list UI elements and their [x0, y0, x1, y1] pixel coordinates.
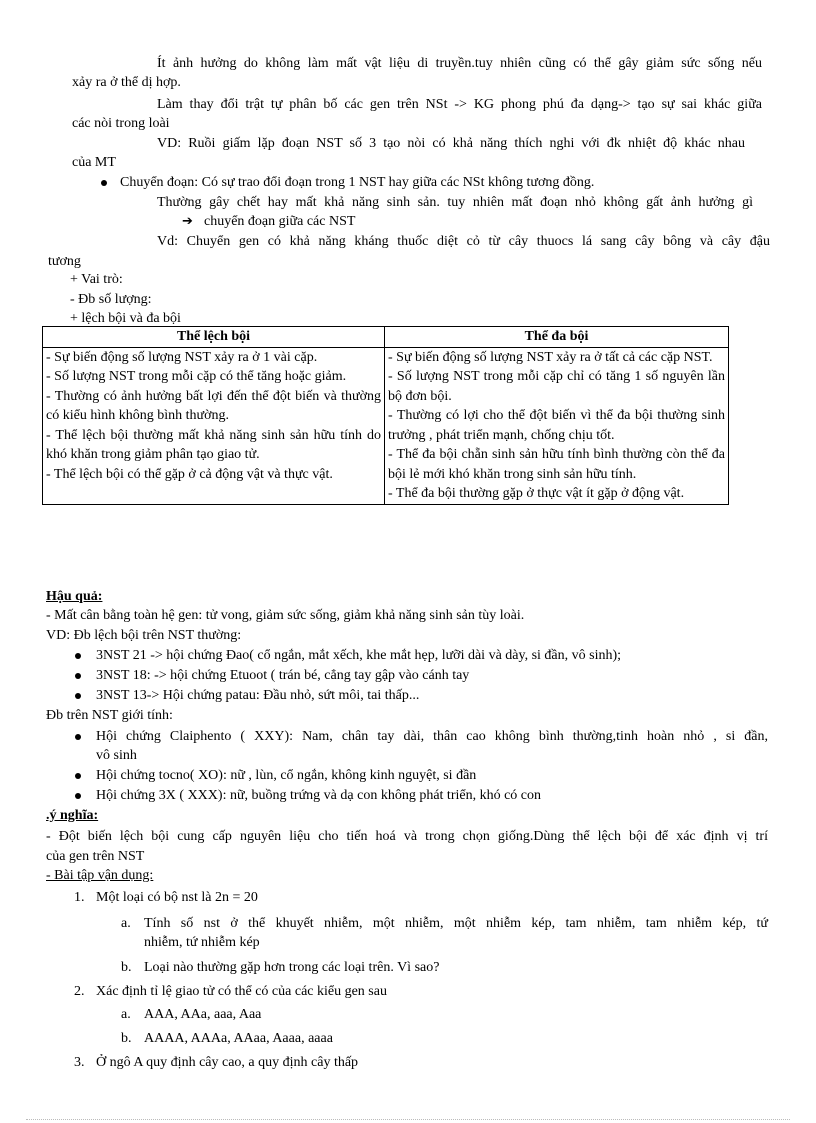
numerical-mutation-line: - Đb số lượng:	[70, 292, 152, 307]
intro-p5-line1: Vd: Chuyển gen có khả năng kháng thuốc diệt cỏ từ cây thuocs lá sang cây bông và cây đậu	[157, 234, 770, 249]
arrow-text: chuyển đoạn giữa các NST	[204, 214, 356, 229]
intro-p5-line2: tương	[48, 254, 81, 269]
q1-text: Một loại có bộ nst là 2n = 20	[96, 890, 258, 905]
table-row	[43, 347, 729, 504]
aneuploid-point: - Thể lệch bội có thể gặp ở cả động vật và thực vật.	[46, 466, 333, 482]
q2b-text: AAAA, AAAa, AAaa, Aaaa, aaaa	[144, 1031, 333, 1046]
autosomal-item: 3NST 18: -> hội chứng Etuoot ( trán bé, cẳng tay gập vào cánh tay	[96, 668, 470, 683]
sex-item-line1: Hội chứng Claiphento ( XXY): Nam, chân tay dài, thân cao không bình thường,tinh hoàn nhỏ , si đần,	[96, 729, 768, 744]
intro-p1-line1: Ít ảnh hưởng do không làm mất vật liệu di truyền.tuy nhiên cũng có thể gây giảm sức sống nếu	[157, 56, 762, 71]
q3-text: Ở ngô A quy định cây cao, a quy định cây thấp	[96, 1055, 359, 1070]
bullet-icon	[75, 653, 81, 659]
meaning-heading: .ý nghĩa:	[46, 808, 99, 823]
meaning-line1: - Đột biến lệch bội cung cấp nguyên liệu cho tiến hoá và trong chọn giống.Dùng thể lệch bội để xác định vị trí	[46, 829, 768, 844]
q1-number: 1.	[74, 890, 85, 905]
polyploid-point: - Số lượng NST trong mỗi cặp chỉ có tăng 1 số nguyên lần bộ đơn bội.	[388, 369, 725, 404]
aneuploid-point: - Thường có ảnh hưởng bất lợi đến thể đột biến và thường có kiểu hình không bình thường.	[46, 388, 381, 423]
bullet-icon	[75, 793, 81, 799]
q2a-label: a.	[121, 1007, 131, 1022]
polyploid-point: - Thường có lợi cho thể đột biến vì thể đa bội thường sinh trưởng , phát triển mạnh, chống chịu tốt.	[388, 408, 725, 443]
role-line: + Vai trò:	[70, 272, 123, 287]
aneuploid-point: - Số lượng NST trong mỗi cặp có thể tăng hoặc giảm.	[46, 369, 347, 384]
exercises-heading: - Bài tập vận dụng:	[46, 868, 154, 883]
autosomal-item: 3NST 21 -> hội chứng Đao( cổ ngắn, mắt xếch, khe mắt hẹp, lưỡi dài và dày, si đần, vô sinh);	[96, 648, 622, 663]
q2-text: Xác định tỉ lệ giao tử có thể có của các kiểu gen sau	[96, 984, 387, 999]
intro-p3-line1: VD: Ruồi giấm lặp đoạn NST số 3 tạo nòi có khả năng thích nghi với đk nhiệt độ khác nhau	[157, 136, 745, 151]
q2b-label: b.	[121, 1031, 132, 1046]
autosomal-item: 3NST 13-> Hội chứng patau: Đầu nhỏ, sứt môi, tai thấp...	[96, 688, 420, 703]
intro-p2-line1: Làm thay đổi trật tự phân bố các gen trên NSt -> KG phong phú đa dạng-> tạo sự sai khác giữa	[157, 97, 762, 112]
q1a-label: a.	[121, 916, 131, 931]
meaning-line2: của gen trên NST	[46, 849, 145, 864]
intro-p1-line2: xảy ra ở thể dị hợp.	[72, 75, 181, 90]
translocation-bullet: Chuyển đoạn: Có sự trao đổi đoạn trong 1 NST hay giữa các NSt không tương đồng.	[120, 175, 595, 190]
q1b-label: b.	[121, 960, 132, 975]
bullet-icon	[75, 773, 81, 779]
sex-chromosome-line: Đb trên NST giới tính:	[46, 708, 173, 723]
q2-number: 2.	[74, 984, 85, 999]
sex-item-line2: vô sinh	[96, 748, 137, 763]
arrow-right-icon: ➔	[182, 214, 193, 229]
col-header-aneuploid: Thể lệch bội	[43, 327, 385, 348]
intro-p4: Thường gây chết hay mất khả năng sinh sản. tuy nhiên mất đoạn nhỏ không gất ảnh hưởng gì	[157, 195, 753, 210]
aneuploid-point: - Sự biến động số lượng NST xảy ra ở 1 vài cặp.	[46, 349, 318, 365]
consequences-heading: Hậu quả:	[46, 589, 103, 604]
polyploid-point: - Sự biến động số lượng NST xảy ra ở tất cả các cặp NST.	[388, 349, 713, 365]
q1a-line1: Tính số nst ở thể khuyết nhiễm, một nhiễm, một nhiễm kép, tam nhiễm, tam nhiễm kép, tứ	[144, 916, 768, 931]
polyploid-point: - Thể đa bội thường gặp ở thực vật ít gặp ở động vật.	[388, 486, 685, 501]
intro-p3-line2: của MT	[72, 155, 116, 170]
q2a-text: AAA, AAa, aaa, Aaa	[144, 1007, 262, 1022]
bullet-icon	[75, 693, 81, 699]
aneuploid-cell	[43, 347, 385, 504]
aneuploid-point: - Thể lệch bội thường mất khả năng sinh sản hữu tính do khó khăn trong giảm phân tạo giao tử.	[46, 427, 381, 462]
bullet-icon	[75, 734, 81, 740]
polyploid-cell	[385, 347, 729, 504]
table-header-row	[43, 327, 729, 348]
q1a-line2: nhiễm, tứ nhiễm kép	[144, 935, 260, 950]
polyploid-point: - Thể đa bội chẵn sinh sản hữu tính bình thường còn thể đa bội lẻ mới khó khăn trong sinh sản hữu tính.	[388, 447, 725, 482]
comparison-table	[42, 326, 729, 505]
q3-number: 3.	[74, 1055, 85, 1070]
bullet-icon	[75, 673, 81, 679]
consequences-line: - Mất cân bằng toàn hệ gen: tử vong, giảm sức sống, giảm khả năng sinh sản tùy loài.	[46, 608, 525, 623]
bullet-icon	[101, 180, 107, 186]
sex-item: Hội chứng 3X ( XXX): nữ, buồng trứng và dạ con không phát triển, khó có con	[96, 788, 542, 803]
page-bottom-divider	[26, 1119, 790, 1120]
q1b-text: Loại nào thường gặp hơn trong các loại trên. Vì sao?	[144, 960, 440, 975]
col-header-polyploid: Thể đa bội	[385, 327, 729, 348]
aneuploid-polyploid-line: + lệch bội và đa bội	[70, 311, 181, 326]
autosomal-vd-line: VD: Đb lệch bội trên NST thường:	[46, 628, 242, 643]
intro-p2-line2: các nòi trong loài	[72, 116, 170, 131]
sex-item: Hội chứng tocno( XO): nữ , lùn, cổ ngắn, không kinh nguyệt, si đần	[96, 768, 477, 783]
